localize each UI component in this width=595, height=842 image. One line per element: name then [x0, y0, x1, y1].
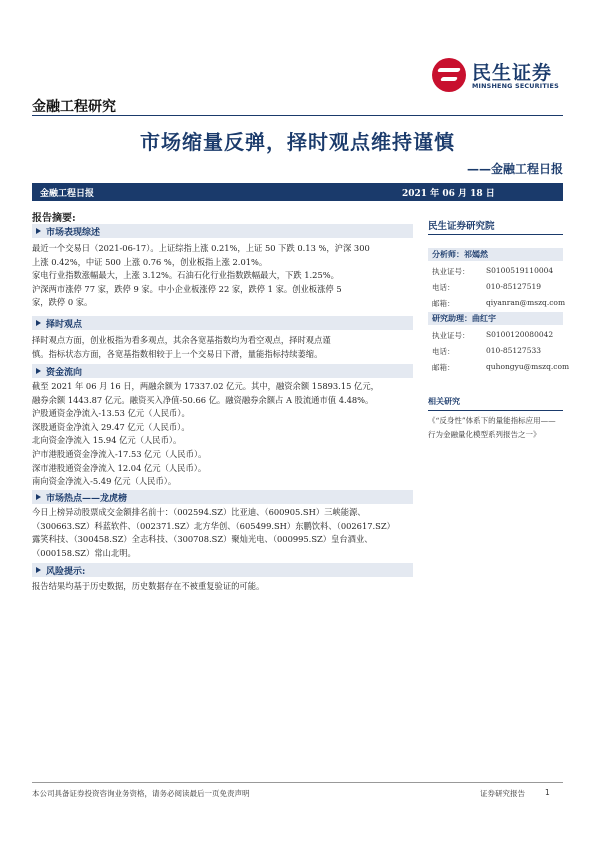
- analyst-label: 邮箱：: [432, 299, 455, 308]
- brand-name-en: MINSHENG SECURITIES: [472, 82, 559, 90]
- summary-label: 报告摘要:: [32, 213, 76, 224]
- assistant-label: 电话：: [432, 347, 455, 356]
- section-body-hotspot: [32, 506, 413, 560]
- text-line: 择时观点方面，创业板指为看多观点，其余各宽基指数均为看空观点，择时观点谨: [32, 335, 331, 345]
- section-heading: 市场表现综述: [46, 228, 101, 238]
- brand-logo: [432, 56, 568, 96]
- text-line: 沪深两市涨停 77 家，跌停 9 家。中小企业板涨停 22 家，跌停 1 家。创业板涨停 5: [32, 283, 342, 294]
- section-body-timing: [32, 334, 413, 361]
- related-research-heading: 相关研究: [428, 396, 460, 406]
- assistant-phone: 010-85127533: [486, 346, 542, 355]
- report-type: 金融工程日报: [40, 189, 95, 199]
- footer-divider: [32, 782, 563, 783]
- triangle-bullet-icon: [36, 320, 41, 326]
- text-line: 截至 2021 年 06 月 16 日，两融余额为 17337.02 亿元。其中，融资余额 15893.15 亿元，: [32, 381, 379, 391]
- minsheng-logo-icon: [432, 58, 466, 92]
- analyst-phone: 010-85127519: [486, 282, 542, 291]
- related-line: 《“反身性”体系下的量能指标应用——: [428, 416, 556, 425]
- footer-label: 证券研究报告: [480, 789, 525, 798]
- text-line: 融券余额 1443.87 亿元。融资买入净值-50.66 亿。融资融券余额占 A 股流通市值 4.48%。: [32, 394, 374, 405]
- analyst-label: 执业证号：: [432, 267, 470, 276]
- page-title: 市场缩量反弹，择时观点维持谨慎: [140, 130, 455, 154]
- text-line: 南向资金净流入-5.49 亿元（人民币）。: [32, 476, 177, 487]
- triangle-bullet-icon: [36, 494, 41, 500]
- footer-disclaimer: 本公司具备证券投资咨询业务资格，请务必阅读最后一页免责声明: [32, 789, 250, 798]
- text-line: （300663.SZ）科蓝软件、（002371.SZ）北方华创、（605499.SH）东鹏饮料、（002617.SZ）: [32, 520, 395, 531]
- section-header-timing: [32, 316, 413, 330]
- text-line: 沪市港股通资金净流入-17.53 亿元（人民币）。: [32, 448, 207, 459]
- text-line: 深股通资金净流入 29.47 亿元（人民币）。: [32, 421, 190, 432]
- report-date: 2021 年 06 月 18 日: [402, 189, 495, 199]
- text-line: 深市港股通资金净流入 12.04 亿元（人民币）。: [32, 462, 207, 473]
- assistant-label: 邮箱：: [432, 363, 455, 372]
- section-heading: 择时观点: [46, 320, 83, 330]
- section-heading: 风险提示:: [46, 567, 86, 577]
- text-line: 沪股通资金净流入-13.53 亿元（人民币）。: [32, 408, 190, 419]
- sidebar-divider: [428, 234, 563, 235]
- page-number: 1: [545, 788, 550, 797]
- related-line: 行为金融量化模型系列报告之一》: [428, 430, 541, 439]
- triangle-bullet-icon: [36, 368, 41, 374]
- text-line: 家电行业指数涨幅最大，上涨 3.12%。石油石化行业指数跌幅最大，下跌 1.25%。: [32, 270, 339, 281]
- text-line: 最近一个交易日（2021-06-17）。上证综指上涨 0.21%，上证 50 下跌 0.13 %，沪深 300: [32, 243, 370, 253]
- triangle-bullet-icon: [36, 228, 41, 234]
- section-body-capital: [32, 380, 413, 489]
- section-header-capital: [32, 364, 413, 378]
- analyst-label: 电话：: [432, 283, 455, 292]
- assistant-name: 研究助理：曲红宇: [432, 313, 496, 323]
- related-research-link[interactable]: [428, 414, 563, 442]
- page-subtitle: ——金融工程日报: [466, 162, 563, 176]
- text-line: 报告结果均基于历史数据，历史数据存在不被重复验证的可能。: [32, 581, 265, 591]
- institute-name: 民生证券研究院: [428, 221, 495, 232]
- text-line: 上涨 0.42%，中证 500 上涨 0.76 %，创业板指上涨 2.01%。: [32, 256, 268, 267]
- text-line: 露笑科技、（300458.SZ）全志科技、（300708.SZ）聚灿光电、（000995.SZ）皇台酒业、: [32, 534, 373, 545]
- text-line: 北向资金净流入 15.94 亿元（人民币）。: [32, 435, 182, 446]
- triangle-bullet-icon: [36, 567, 41, 573]
- header-divider: [32, 115, 563, 116]
- section-heading: 资金流向: [46, 368, 83, 378]
- brand-name-cn: 民生证券: [472, 62, 553, 84]
- text-line: 家，跌停 0 家。: [32, 297, 93, 308]
- analyst-email[interactable]: qiyanran@mszq.com: [486, 298, 566, 307]
- section-header-risk: [32, 563, 413, 577]
- section-heading: 市场热点——龙虎榜: [46, 494, 128, 504]
- assistant-license: S0100120080042: [486, 330, 554, 339]
- assistant-email[interactable]: quhongyu@mszq.com: [486, 362, 570, 371]
- text-line: （000158.SZ）常山北明。: [32, 547, 136, 558]
- sidebar-divider: [428, 410, 563, 411]
- analyst-license: S0100519110004: [486, 266, 554, 275]
- text-line: 慎。指标状态方面，各宽基指数相较于上一个交易日下滑，量能指标持续萎缩。: [32, 348, 323, 359]
- text-line: 今日上榜异动股票成交金额排名前十：（002594.SZ）比亚迪、（600905.SH）三峡能源、: [32, 507, 366, 517]
- section-label: 金融工程研究: [32, 99, 116, 115]
- assistant-label: 执业证号：: [432, 331, 470, 340]
- section-body-risk: [32, 580, 413, 594]
- analyst-name: 分析师：祁嫣然: [432, 249, 488, 259]
- section-body-market: [32, 242, 413, 310]
